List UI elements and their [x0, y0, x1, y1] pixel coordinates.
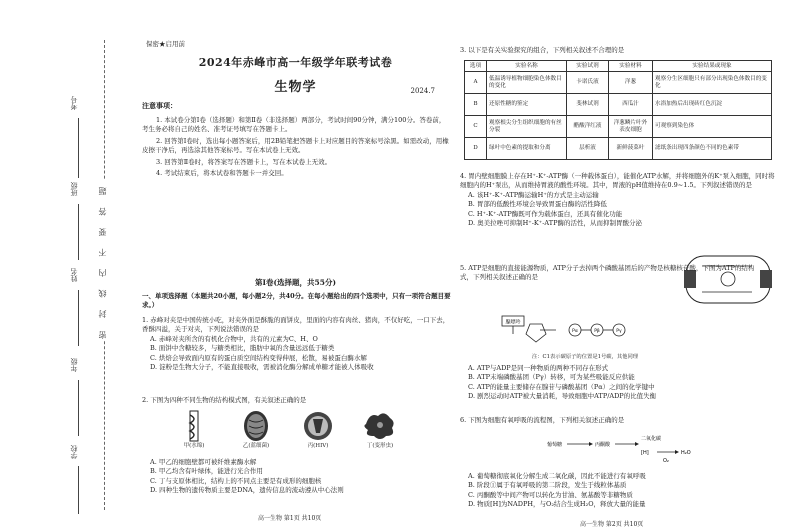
option-d: D. 淀粉是生物大分子，不能直接吸收，需被消化酶分解成单糖才能被人体吸收: [150, 363, 374, 372]
column-header: 选项: [465, 61, 487, 72]
svg-text:[H]: [H]: [641, 450, 649, 456]
option-c: C. ATP的能量主要储存在腺苷与磷酸基团（Pα）之间的化学键中: [468, 382, 655, 391]
secret-label: 保密★启用前: [146, 40, 185, 48]
option-d: D. 物质[H]为NADPH，与O₂结合生成H₂O，释放大量的能量: [468, 500, 646, 509]
table-cell: C: [465, 116, 487, 138]
organism-cyanobacteria: [236, 410, 276, 450]
volume-title: 第Ⅰ卷(选择题，共55分): [254, 278, 337, 287]
option-d: D. 四种生物的遗传物质主要是DNA，遗传信息的流动遵从中心法则: [150, 486, 344, 495]
field-line[interactable]: [78, 118, 79, 178]
seal-text: 密 封 线 内 不 要 答 题: [98, 182, 107, 339]
field-line[interactable]: [78, 380, 79, 436]
option-a: A. 葡萄糖彻底氧化分解生成二氧化碳，因此不能进行有氧呼吸: [468, 472, 646, 480]
svg-text:Pα: Pα: [572, 329, 578, 334]
table-cell: 层析液: [567, 138, 609, 160]
question-6-options: [460, 472, 778, 510]
option-c: C. 丙酮酸等中间产物可以转化为甘油、氨基酸等非糖物质: [468, 490, 633, 499]
table-header-row: [465, 61, 772, 72]
table-cell: 斐林试剂: [567, 94, 609, 116]
section-heading: 一、单项选择题（本题共20小题，每小题2分，共40分。在每小题给出的四个选项中，只有一项符合题目要求。）: [142, 292, 451, 310]
organism-hiv: [298, 410, 338, 450]
question-4: [460, 172, 778, 229]
svg-text:二氧化碳: 二氧化碳: [641, 436, 662, 442]
organism-amoeba: [360, 410, 400, 450]
respiration-flow-figure: [545, 430, 705, 470]
column-header: 实验名称: [487, 61, 567, 72]
option-c: C. 丁与支原体相比，结构上的不同点主要是有成形的细胞核: [150, 476, 322, 485]
option-b: B. 甲乙均含有叶绿体，能进行光合作用: [150, 467, 263, 476]
binding-strip: [0, 0, 132, 531]
question-stem: 1. 赤峰对夹是中国传统小吃，对夹外面是酥脆的面饼皮，里面的内容有肉丝、猪肉，不仅好吃，一口下去，香酥四溢，关于对夹，下列说法错误的是: [142, 316, 450, 334]
question-3-stem: 3. 以下是有关实验探究的组合，下列相关叙述不合理的是: [460, 46, 625, 54]
table-cell: A: [465, 72, 487, 94]
option-b: B. 面饼中含糖较多，与糖类相比，脂肪中氧的含量远远低于糖类: [150, 344, 335, 353]
table-row: [465, 72, 772, 94]
figure-caption: 注：C1表示碳原子的位置是1号碳，其他同理: [531, 354, 639, 360]
subject-title: 生物学: [274, 80, 317, 95]
table-cell: 洋葱鳞片叶外表皮细胞: [609, 116, 653, 138]
option-a: A. ATP与ADP是同一种物质的两种不同存在形式: [468, 364, 609, 372]
notice-item: 3. 回答第Ⅱ卷时，将答案写在答题卡上，写在本试卷上无效。: [156, 157, 332, 166]
option-c: C. 烘焙会导致面内原有的蛋白质空间结构变得伸展，松散，易被蛋白酶水解: [150, 353, 367, 362]
column-header: 实验材料: [609, 61, 653, 72]
option-b: B. ATP末端磷酸基团（Pγ）转移，可为某些吸能反应供能: [468, 373, 635, 382]
organism-label: 甲(水绵): [183, 443, 205, 449]
column-header: 实验结果或现象: [653, 61, 772, 72]
table-cell: 卡诺氏液: [567, 72, 609, 94]
table-cell: 观察根尖分生组织细胞的有丝分裂: [487, 116, 567, 138]
svg-text:Pγ: Pγ: [616, 329, 622, 334]
field-line[interactable]: [78, 290, 79, 346]
organism-label: 乙(蓝细菌): [242, 443, 270, 449]
question-2-stem: 2. 下图为四种不同生物的结构模式图，有关叙述正确的是: [142, 396, 307, 404]
table-cell: 西瓜汁: [609, 94, 653, 116]
table-cell: 滤纸条出现四条颜色不同的色素带: [653, 138, 772, 160]
question-2-options: [142, 458, 452, 496]
option-a: A. 赤峰对夹所含的有机化合物中，共有的元素为C、H、O: [150, 334, 318, 343]
table-cell: 绿叶中色素的提取和分离: [487, 138, 567, 160]
question-stem: 4. 胃内壁细胞膜上存在H⁺-K⁺-ATP酶（一种载体蛋白），能催化ATP水解，并将细胞外的K⁺泵入细胞，同时将细胞内的H⁺泵出，从而维持胃液的酸性环境。其中，胃液的pH值维持在0.9~1.5。下列叙述错误的是: [460, 172, 775, 190]
option-a: A. 该H⁺-K⁺-ATP酶运输H⁺的方式是主动运输: [468, 190, 599, 199]
question-1: [142, 316, 452, 373]
field-exam-number: 考号: [70, 96, 78, 110]
table-row: [465, 116, 772, 138]
question-6-stem: 6. 下图为细胞有氧呼吸的流程图，下列相关叙述正确的是: [460, 416, 625, 424]
notice-heading: 注意事项：: [142, 101, 177, 110]
notice-item: 4. 考试结束后，将本试卷和答题卡一并交回。: [156, 169, 288, 178]
field-school: 学校: [70, 445, 78, 459]
exam-date: 2024.7: [410, 87, 435, 95]
notice-list: [142, 116, 450, 181]
table-cell: 还原性糖的鉴定: [487, 94, 567, 116]
svg-text:葡萄糖: 葡萄糖: [547, 442, 563, 448]
option-d: D. 剧烈运动时ATP被大量消耗，导致细胞中ATP/ADP的比值失衡: [468, 392, 657, 401]
hiv-icon: [300, 410, 336, 442]
table-cell: D: [465, 138, 487, 160]
table-cell: 观察分生区细胞只有部分出现染色体数目的变化: [653, 72, 772, 94]
exam-title: 2024年赤峰市高一年级学年联考试卷: [198, 56, 393, 69]
organism-label: 丁(变形虫): [366, 443, 394, 449]
amoeba-icon: [362, 410, 398, 442]
atp-structure-figure: [500, 312, 670, 352]
table-cell: 醋酸洋红液: [567, 116, 609, 138]
notice-item: 2. 回答第Ⅰ卷时，选出每小题答案后，用2B铅笔把答题卡上对应题目的答案标号涂黑。如需改动，用橡皮擦干净后，再选涂其他答案标号。写在本试卷上无效。: [142, 136, 449, 155]
svg-text:H₂O: H₂O: [681, 450, 691, 456]
page-1: [138, 38, 453, 522]
field-line[interactable]: [78, 204, 79, 260]
organism-spirogyra: [174, 410, 214, 450]
table-row: [465, 94, 772, 116]
field-line[interactable]: [78, 466, 79, 514]
field-name: 姓名: [70, 268, 78, 282]
table-cell: 洋葱: [609, 72, 653, 94]
option-c: C. H⁺-K⁺-ATP酶既可作为载体蛋白，还具有催化功能: [468, 209, 623, 218]
svg-text:腺嘌呤: 腺嘌呤: [505, 319, 521, 326]
table-cell: 水浴加热后出现砖红色沉淀: [653, 94, 772, 116]
option-b: B. 阶段①属于有氧呼吸的第二阶段，发生于线粒体基质: [468, 481, 627, 490]
question-5-stem: 5. ATP是细胞的直接能源物质，ATP分子去掉两个磷酸基团后的产物是核糖核苷酸，下图为ATP的结构式，下列相关叙述正确的是: [460, 264, 755, 282]
table-row: [465, 138, 772, 160]
option-d: D. 奥美拉唑可抑制H⁺-K⁺-ATP酶的活性，从而抑制胃酸分泌: [468, 219, 642, 228]
svg-text:Pβ: Pβ: [594, 329, 600, 334]
page-footer: 高一生物 第2页 共10页: [580, 520, 644, 528]
svg-text:O₂: O₂: [663, 458, 669, 464]
table-cell: 可观察到染色体: [653, 116, 772, 138]
svg-text:丙酮酸: 丙酮酸: [595, 442, 611, 448]
experiment-table: [464, 60, 772, 160]
column-header: 实验试剂: [567, 61, 609, 72]
notice-item: 1. 本试卷分第Ⅰ卷（选择题）和第Ⅱ卷（非选择题）两部分，考试时间90分钟，满分100分。答卷前，考生务必将自己的姓名、准考证号填写在答题卡上。: [142, 116, 446, 134]
field-grade: 年级: [70, 358, 78, 372]
spirogyra-icon: [176, 410, 212, 442]
question-5-options: [460, 364, 778, 402]
field-class: 班级: [70, 182, 78, 196]
organism-figure: [174, 410, 424, 455]
cyanobacteria-icon: [238, 410, 274, 442]
page-2: [460, 42, 778, 528]
table-cell: 新鲜菠菜叶: [609, 138, 653, 160]
organism-label: 丙(HIV): [307, 443, 329, 449]
table-cell: 低温诱导植物细胞染色体数目的变化: [487, 72, 567, 94]
table-cell: B: [465, 94, 487, 116]
page-footer: 高一生物 第1页 共10页: [258, 514, 322, 522]
option-a: A. 甲乙的细胞壁都可被纤维素酶水解: [150, 458, 257, 466]
option-b: B. 胃部的低酸性环境会导致胃蛋白酶的活性降低: [468, 200, 607, 209]
